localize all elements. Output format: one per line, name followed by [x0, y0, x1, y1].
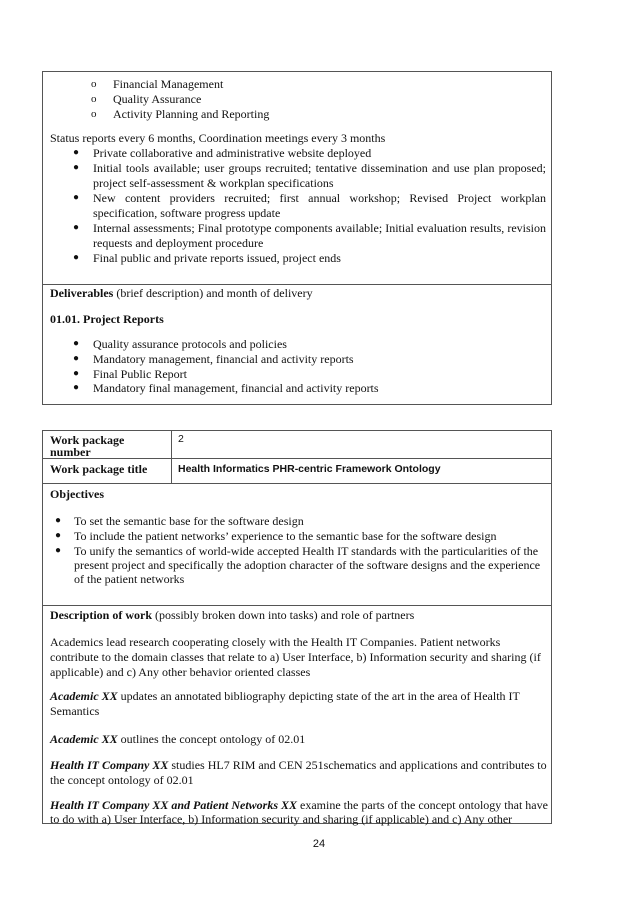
list-item: Activity Planning and Reporting [113, 107, 270, 121]
wp-title-value: Health Informatics PHR-centric Framework Ontology [178, 463, 441, 475]
bullet-icon: ● [73, 368, 80, 379]
description-heading: Description of work (possibly broken down into tasks) and role of partners [50, 608, 415, 622]
list-item-continuation: requests and deployment procedure [93, 236, 264, 250]
list-item-continuation: present project and specifically the adoption character of the software designs and the experience [74, 558, 541, 572]
bullet-icon: ● [73, 222, 80, 233]
wp-title-label: Work package title [50, 462, 148, 476]
deliverables-heading: Deliverables (brief description) and month of delivery [50, 286, 313, 300]
circle-bullet-icon: o [91, 78, 97, 90]
list-item: To unify the semantics of world-wide accepted Health IT standards with the particularities of the [74, 544, 539, 558]
list-item-continuation: of the patient networks [74, 572, 185, 586]
list-item: Internal assessments; Final prototype components available; Initial evaluation results, revision [93, 221, 546, 235]
status-reports-line: Status reports every 6 months, Coordination meetings every 3 months [50, 131, 386, 145]
table-divider [43, 605, 551, 606]
table-divider [43, 483, 551, 484]
list-item: To include the patient networks’ experience to the semantic base for the software design [74, 529, 497, 543]
bullet-icon: ● [73, 353, 80, 364]
list-item: Private collaborative and administrative website deployed [93, 146, 372, 160]
work-package-2-table: Work package number 2 Work package title Health Informatics PHR-centric Framework Ontology Objectives ● To set the semantic base for the software design ● To include the patient networks’ experience to the semantic base for the software design ● To unify the semantics of world-wide accepted Health IT standards with the particularities of the present project and specifically the adoption character of the software designs and the experience of the patient networks Description of work (possibly broken down into tasks) and role of partners Academics lead research cooperating closely with the Health IT Companies. Patient networks contribute to the domain classes that relate to a) User Interface, b) Information security and sharing (if applicable) and c) Any other behavior oriented classes Academic XX updates an annotated bibliography depicting state of the art in the area of Health IT Semantics Academic XX outlines the concept ontology of 02.01 Health IT Company XX studies HL7 RIM and CEN 251schematics and applications and contributes to the concept ontology of 02.01 Health IT Company XX and Patient Networks XX examine the parts of the concept ontology that have to do with a) User Interface, b) Information security and sharing (if applicable) and c) Any other [42, 430, 552, 824]
wp-number-label: Work package [50, 433, 125, 447]
bullet-icon: ● [55, 545, 62, 556]
bullet-icon: ● [73, 192, 80, 203]
table-divider [43, 458, 551, 459]
list-item: Final public and private reports issued, project ends [93, 251, 341, 265]
work-package-1-continuation-table [42, 71, 552, 405]
circle-bullet-icon: o [91, 93, 97, 105]
list-item: Quality Assurance [113, 92, 202, 106]
bullet-icon: ● [73, 382, 80, 393]
page-number: 24 [312, 838, 326, 850]
list-item-continuation: specification, software progress update [93, 206, 281, 220]
bullet-icon: ● [73, 147, 80, 158]
table-divider [171, 431, 172, 483]
list-item: Final Public Report [93, 367, 187, 381]
objectives-heading: Objectives [50, 487, 104, 501]
bullet-icon: ● [55, 530, 62, 541]
deliverable-title: 01.01. Project Reports [50, 312, 164, 326]
wp-number-value: 2 [178, 433, 184, 445]
list-item: To set the semantic base for the software design [74, 514, 304, 528]
bullet-icon: ● [73, 252, 80, 263]
list-item: Mandatory final management, financial and activity reports [93, 381, 379, 395]
list-item: Initial tools available; user groups recruited; tentative dissemination and use plan proposed; [93, 161, 546, 175]
bullet-icon: ● [73, 162, 80, 173]
bullet-icon: ● [55, 515, 62, 526]
list-item: Financial Management [113, 77, 224, 91]
list-item: Mandatory management, financial and activity reports [93, 352, 354, 366]
list-item-continuation: project self-assessment & workplan specifications [93, 176, 334, 190]
bullet-icon: ● [73, 338, 80, 349]
description-paragraph: Academic XX outlines the concept ontology of 02.01 [50, 732, 306, 746]
circle-bullet-icon: o [91, 108, 97, 120]
list-item: Quality assurance protocols and policies [93, 337, 287, 351]
table-divider [43, 284, 551, 285]
wp-number-label-continuation: number [50, 445, 91, 459]
list-item: New content providers recruited; first annual workshop; Revised Project workplan [93, 191, 546, 205]
